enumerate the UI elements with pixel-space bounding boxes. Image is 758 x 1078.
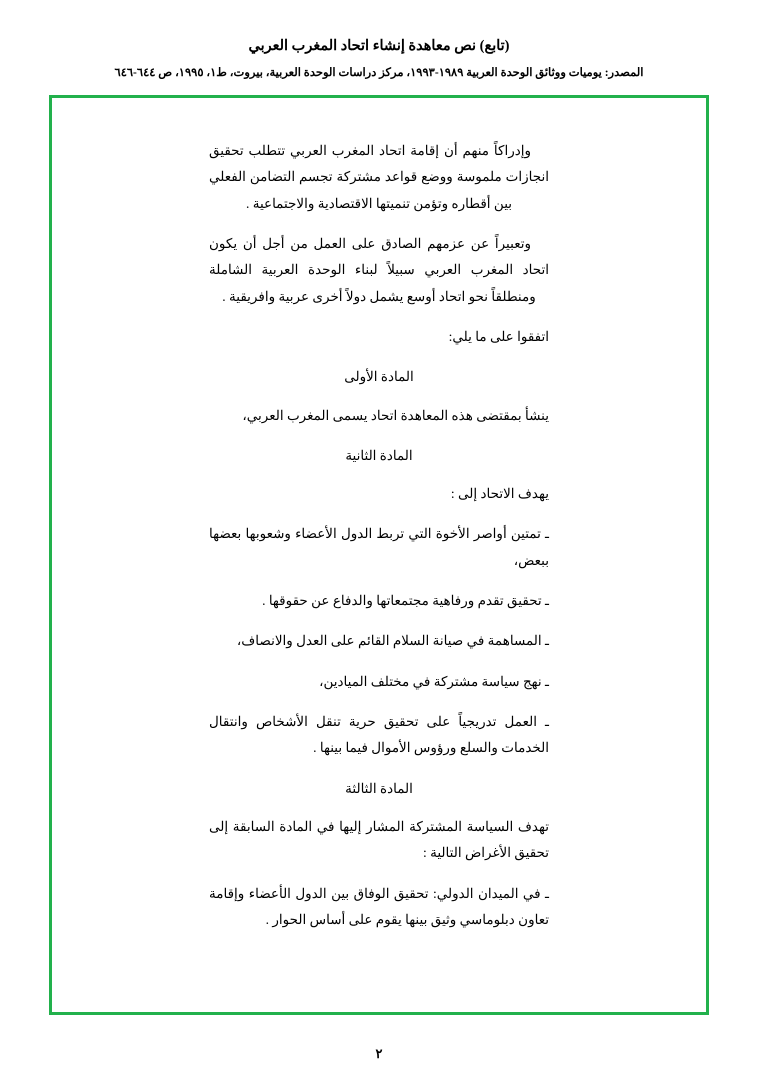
- list-item-article-2-5: ـ العمل تدريجياً على تحقيق حرية تنقل الأشخاص وانتقال الخدمات والسلع ورؤوس الأموال فيما بينها .: [209, 714, 549, 756]
- paragraph-preamble-2: وتعبيراً عن عزمهم الصادق على العمل من أجل أن يكون اتحاد المغرب العربي سبيلاً لبناء الوحدة العربية الشاملة ومنطلقاً نحو اتحاد أوسع يشمل دولاً أخرى عربية وافريقية .: [209, 235, 549, 304]
- heading-article-3: المادة الثالثة: [345, 780, 413, 796]
- paragraph-article-2-intro: يهدف الاتحاد إلى :: [450, 486, 549, 502]
- paragraph-article-1-body: ينشأ بمقتضى هذه المعاهدة اتحاد يسمى المغرب العربي،: [242, 407, 549, 423]
- paragraph-article-3-body-2: ـ في الميدان الدولي: تحقيق الوفاق بين الدول الأعضاء وإقامة تعاون دبلوماسي وثيق بينها يقوم على أساس الحوار .: [209, 885, 549, 927]
- list-item-article-2-3: ـ المساهمة في صيانة السلام القائم على العدل والانصاف،: [236, 633, 549, 649]
- source-citation: المصدر: يوميات ووثائق الوحدة العربية ١٩٨٩-١٩٩٣، مركز دراسات الوحدة العربية، بيروت، ط١، ١٩٩٥، ص ٦٤٤-٦٤٦: [114, 67, 644, 79]
- heading-article-2: المادة الثانية: [345, 447, 413, 463]
- paragraph-article-3-body-1: تهدف السياسة المشتركة المشار إليها في المادة السابقة إلى تحقيق الأغراض التالية :: [209, 818, 549, 861]
- document-body: [209, 138, 549, 933]
- page-title: (تابع) نص معاهدة إنشاء اتحاد المغرب العربي: [248, 38, 510, 54]
- list-item-article-2-1: ـ تمتين أواصر الأخوة التي تربط الدول الأعضاء وشعوبها بعضها ببعض،: [209, 526, 549, 568]
- page-number: ٢: [375, 1046, 383, 1061]
- heading-article-1: المادة الأولى: [344, 369, 414, 385]
- content-frame: [49, 95, 709, 1015]
- list-item-article-2-2: ـ تحقيق تقدم ورفاهية مجتمعاتها والدفاع عن حقوقها .: [262, 593, 549, 609]
- paragraph-agreement-line: اتفقوا على ما يلي:: [448, 328, 549, 344]
- list-item-article-2-4: ـ نهج سياسة مشتركة في مختلف الميادين،: [319, 673, 549, 689]
- paragraph-preamble-1: وإدراكاً منهم أن إقامة اتحاد المغرب العربي تتطلب تحقيق انجازات ملموسة ووضع قواعد مشتركة تجسم التضامن الفعلي بين أقطاره وتؤمن تنميتها الاقتصادية والاجتماعية .: [209, 143, 549, 211]
